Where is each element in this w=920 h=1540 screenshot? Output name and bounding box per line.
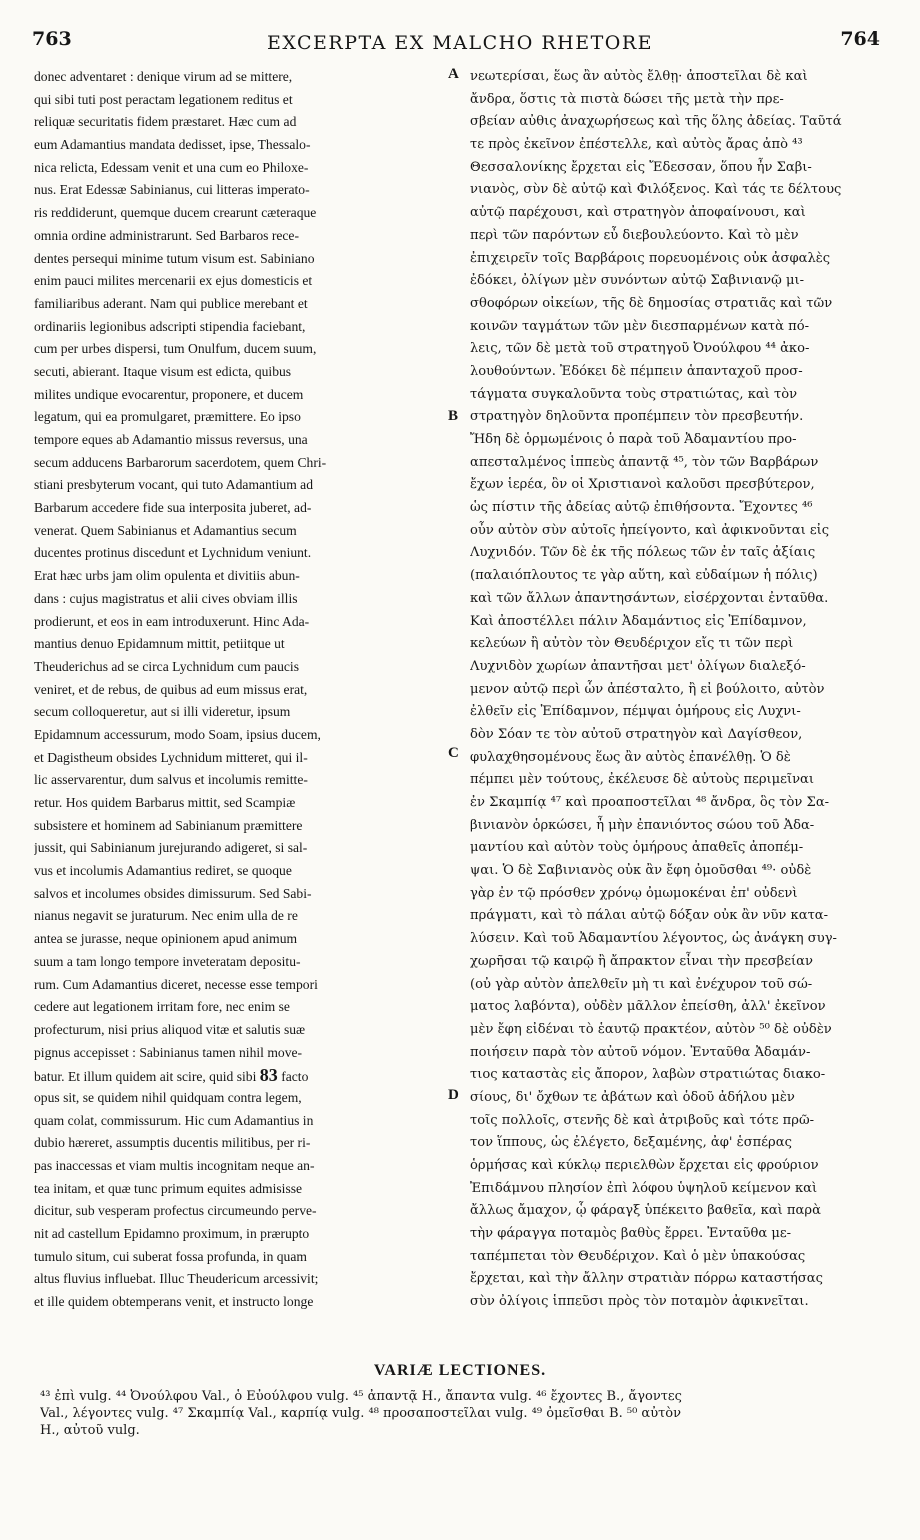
latin-text-line: rum. Cum Adamantius diceret, necesse esse tempori — [34, 976, 318, 992]
latin-text-line: batur. Et illum quidem ait scire, quid sibi 83 facto — [34, 1065, 309, 1086]
greek-text-line: μὲν ἔφη εἰδέναι τὸ ἑαυτῷ πρακτέον, αὐτὸν ⁵⁰ δὲ οὐδὲν — [470, 1021, 832, 1037]
latin-text-line: Theuderichus ad se circa Lychnidum cum paucis — [34, 658, 299, 674]
greek-text-line: ἔχων ἱερέα, ὃν οἱ Χριστιανοὶ καλοῦσι πρεσβύτερον, — [470, 477, 815, 493]
latin-text-line: lic asservarentur, dum salvus et incolumis remitte- — [34, 772, 308, 788]
greek-text-line: ἐν Σκαμπίᾳ ⁴⁷ καὶ προαποστεῖλαι ⁴⁸ ἄνδρα, ὃς τὸν Σα- — [470, 795, 830, 810]
latin-text-line: cedere aut legationem irritam fore, nec enim se — [34, 999, 290, 1015]
latin-text-line: quam colat, commissurum. Hic cum Adamantius in — [34, 1112, 314, 1128]
latin-text-line: pignus accepisset : Sabinianus tamen nihil move- — [34, 1044, 303, 1060]
latin-text-line: veniret, et de rebus, de quibus ad eum missus erat, — [34, 681, 308, 697]
latin-text-line: ordinariis legionibus adscripti stipendia faciebant, — [34, 318, 306, 334]
latin-text-line: profecturum, nisi prius aliquod vitæ et salutis suæ — [34, 1021, 306, 1037]
margin-marker-d: D — [448, 1087, 459, 1103]
greek-text-line: λύσειν. Καὶ τοῦ Ἀδαμαντίου λέγοντος, ὡς ἀνάγκη συγ- — [470, 931, 837, 947]
greek-text-line: λεις, τῶν δὲ μετὰ τοῦ στρατηγοῦ Ὀνούλφου ⁴⁴ ἀκο- — [470, 341, 810, 357]
greek-text-line: ψαι. Ὁ δὲ Σαβινιανὸς οὐκ ἂν ἔφη ὀμοῦσθαι ⁴⁹· οὐδὲ — [470, 863, 812, 879]
margin-marker-a: A — [448, 66, 459, 82]
latin-text-line: secum adducens Barbarorum sacerdotem, quem Chri- — [34, 454, 327, 470]
latin-text-line: cum per urbes dispersi, tum Onulfum, ducem suum, — [34, 341, 317, 357]
latin-text-line: dans : cujus magistratus et alii cives obviam illis — [34, 590, 298, 606]
greek-text-line: ταπέμπεται τὸν Θευδέριχον. Καὶ ὁ μὲν ὑπακούσας — [470, 1248, 806, 1264]
greek-text-line: ἔρχεται, καὶ τὴν ἄλλην στρατιὰν πόρρω καταστήσας — [470, 1271, 823, 1287]
variae-line: ⁴³ ἐπὶ vulg. ⁴⁴ Ὀνούλφου Val., ὁ Εὐούλφου vulg. ⁴⁵ ἀπαντᾷ H., ἄπαντα vulg. ⁴⁶ ἔχοντες B., ἄγοντες — [40, 1389, 682, 1404]
latin-text-line: ris reddiderunt, quemque ducem crearunt cæteraque — [34, 205, 317, 221]
latin-text-line: tumulo situm, cui suberat fossa profunda, in quam — [34, 1248, 307, 1264]
latin-text-line: nit ad castellum Epidamno proximum, in prærupto — [34, 1226, 310, 1242]
greek-text-line: (παλαιόπλουτος τε γὰρ αὕτη, καὶ εὐδαίμων ἡ πόλις) — [470, 568, 818, 584]
latin-text-line: nus. Erat Edessæ Sabinianus, cui litteras imperato- — [34, 182, 310, 198]
greek-text-line: τιος καταστὰς εἰς ἄπορον, λαβὼν στρατιώτας διακο- — [470, 1067, 826, 1083]
column-number-83: 83 — [259, 1065, 278, 1086]
latin-text-line: omnia ordine administrarunt. Sed Barbaros rece- — [34, 227, 299, 243]
greek-text-line: φυλαχθησομένους ἕως ἂν αὐτὸς ἐπανέλθῃ. Ὁ δὲ — [470, 749, 791, 765]
greek-text-line: μενον αὐτῷ περὶ ὧν ἀπέσταλτο, ἢ εἰ βούλοιτο, αὐτὸν — [470, 681, 825, 697]
greek-text-line: ἄλλως ἄμαχον, ᾧ φάραγξ ὑπέκειτο βαθεῖα, καὶ παρὰ — [470, 1203, 821, 1219]
greek-text-line: ἐπιχειρεῖν τοῖς Βαρβάροις πορευομένοις οὐκ ἀσφαλὲς — [470, 250, 831, 266]
latin-text-line: pas inaccessas et viam multis incognitam neque an- — [34, 1158, 315, 1173]
greek-text-line: Ἐπιδάμνου πλησίον ἐπὶ λόφου ὑψηλοῦ κείμενον καὶ — [470, 1180, 818, 1196]
greek-text-line: Καὶ ἀποστέλλει πάλιν Ἀδαμάντιος εἰς Ἐπίδαμνον, — [470, 613, 807, 629]
greek-text-line: ἐδόκει, ὀλίγων μὲν συνόντων αὐτῷ Σαβινιανῷ μι- — [470, 273, 805, 289]
latin-text-line: Epidamnum accessurum, modo Soam, ipsius ducem, — [34, 726, 321, 742]
greek-text-line: Ἤδη δὲ ὁρμωμένοις ὁ παρὰ τοῦ Ἀδαμαντίου προ- — [470, 432, 797, 447]
latin-text-line: nianus negavit se juraturum. Nec enim ulla de re — [34, 908, 298, 924]
greek-text-line: κοινῶν ταγμάτων τῶν μὲν διεσπαρμένων κατὰ πό- — [470, 318, 810, 334]
greek-text-line: σθοφόρων οἰκείων, τῆς δὲ δημοσίας στρατιᾶς καὶ τῶν — [470, 295, 833, 311]
latin-text-line: secuti, abierant. Itaque visum est edicta, quibus — [34, 363, 292, 379]
greek-text-line: ἄνδρα, ὅστις τὰ πιστὰ δώσει τῆς μετὰ τὴν πρε- — [470, 91, 784, 107]
greek-text-line: Λυχνιδὸν χωρίων ἀπαντῆσαι μετ' ὀλίγων διαλεξό- — [470, 658, 806, 674]
latin-text-line: dentes persequi minime tutum visum est. Sabiniano — [34, 250, 315, 266]
greek-text-line: Λυχνιδόν. Τῶν δὲ ἐκ τῆς πόλεως τῶν ἐν ταῖς ἀξίαις — [470, 545, 816, 561]
latin-text-line: nica relicta, Edessam venit et una cum eo Philoxe- — [34, 159, 309, 175]
latin-text-line: legatum, qui ea promulgaret, præmittere. Eo ipso — [34, 409, 301, 425]
margin-marker-c: C — [448, 745, 459, 761]
variae-lectiones-title: VARIÆ LECTIONES. — [373, 1362, 547, 1379]
greek-text-line: αὐτῷ παρέχουσι, καὶ στρατηγὸν ἀποφαίνουσι, καὶ — [470, 205, 806, 221]
latin-text-line: suum a tam longo tempore inveteratam depositu- — [34, 953, 301, 969]
latin-text-line: salvos et incolumes obsides dimissurum. Sed Sabi- — [34, 885, 312, 901]
greek-text-line: ὁρμήσας καὶ κύκλῳ περιελθὼν ἔρχεται εἰς φρούριον — [470, 1158, 819, 1173]
latin-text-line: subsistere et hominem ad Sabinianum præmittere — [34, 817, 303, 833]
greek-text-line: τοῖς πολλοῖς, στενῆς δὲ καὶ ἀτριβοῦς καὶ τότε πρῶ- — [470, 1112, 815, 1128]
greek-text-line: στρατηγὸν δηλοῦντα προπέμπειν τὸν πρεσβευτήν. — [470, 409, 804, 425]
greek-text-line: νεωτερίσαι, ἕως ἂν αὐτὸς ἔλθῃ· ἀποστεῖλαι δὲ καὶ — [470, 69, 808, 84]
greek-text-line: καὶ τῶν ἄλλων ἀπαντησάντων, εἰσέρχονται ἐνταῦθα. — [470, 590, 829, 606]
latin-text-line: familiaribus aderant. Nam qui publice merebant et — [34, 295, 308, 311]
greek-text-line: οὖν αὐτὸν σὺν αὐτοῖς ἠπείγοντο, καὶ ἀφικνοῦνται εἰς — [470, 522, 830, 538]
latin-text-line: eum Adamantius mandata dedisset, ipse, Thessalo- — [34, 137, 311, 153]
right-page-number: 764 — [840, 28, 880, 50]
greek-text-line: βινιανὸν ὁρκώσει, ἦ μὴν ἐπανιόντος σώου τοῦ Ἀδα- — [470, 817, 815, 833]
greek-text-line: ὡς πίστιν τῆς ἀδείας αὐτῷ ἐπιθήσοντα. Ἔχοντες ⁴⁶ — [470, 500, 813, 516]
greek-text-line: ποιήσειν παρὰ τὸν αὐτοῦ νόμον. Ἐνταῦθα Ἀδαμάν- — [470, 1044, 811, 1060]
greek-text-line: δὸν Σόαν τε τὸν αὐτοῦ στρατηγὸν καὶ Δαγίσθεον, — [470, 726, 803, 742]
variae-line: H., αὐτοῦ vulg. — [40, 1423, 140, 1438]
latin-text-line: prodierunt, et eos in eam introduxerunt. Hinc Ada- — [34, 613, 310, 629]
latin-text-line: milites undique evocarentur, proponere, et ducem — [34, 386, 304, 402]
greek-text-line: μαντίου καὶ αὐτὸν τοὺς ὁμήρους ἀπαθεῖς ἀποπέμ- — [470, 840, 804, 856]
latin-text-line: tempore eques ab Adamantio missus reversus, una — [34, 432, 308, 447]
latin-text-line: tea initam, et quæ tunc primum equites admisisse — [34, 1180, 303, 1196]
running-header — [0, 28, 920, 60]
latin-text-line: secum colloqueretur, aut si illi videretur, ipsum — [34, 704, 291, 720]
greek-text-line: τε πρὸς ἐκεῖνον ἐπέστελλε, καὶ αὐτὸς ἄρας ἀπὸ ⁴³ — [470, 137, 803, 153]
greek-text-line: χωρῆσαι τῷ καιρῷ ἢ ἄπρακτον εἶναι τὴν πρεσβείαν — [470, 953, 813, 969]
latin-text-line: et ille quidem obtemperans venit, et instructo longe — [34, 1294, 314, 1310]
latin-text-line: altus fluvius influebat. Illuc Theudericum arcessivit; — [34, 1271, 319, 1287]
latin-text-line: reliquæ securitatis fidem præstaret. Hæc cum ad — [34, 114, 297, 130]
greek-text-line: ματος λαβόντα), οὐδὲν μᾶλλον ἐπείσθη, ἀλλ' ἐκεῖνον — [470, 999, 826, 1015]
latin-text-line: vus et incolumis Adamantius rediret, se quoque — [34, 863, 292, 879]
greek-text-line: πέμπει μὲν τούτους, ἐκέλευσε δὲ αὐτοὺς περιμεῖναι — [470, 772, 815, 788]
greek-column — [470, 66, 882, 1314]
variae-lectiones — [40, 1388, 890, 1439]
margin-marker-b: B — [448, 408, 459, 424]
latin-text-line: venerat. Quem Sabinianus et Adamantius secum — [34, 522, 297, 538]
greek-text-line: τον ἵππους, ὡς ἐλέγετο, δεξαμένης, ἀφ' ἑσπέρας — [470, 1135, 792, 1151]
latin-text-line: Erat hæc urbs jam olim opulenta et divitiis abun- — [34, 568, 300, 584]
latin-line-end-word: facto — [277, 1069, 309, 1085]
variae-line: Val., λέγοντες vulg. ⁴⁷ Σκαμπίᾳ Val., καρπίᾳ vulg. ⁴⁸ προσαποστεῖλαι vulg. ⁴⁹ ὀμεῖσθαι B. ⁵⁰ αὐτὸν — [40, 1406, 682, 1421]
greek-text-line: σβείαν αὐθις ἀναχωρήσεως καὶ τῆς ὅλης ἀδείας. Ταῦτά — [470, 114, 842, 130]
latin-text-line: antea se jurasse, neque opinionem apud animum — [34, 931, 298, 947]
greek-text-line: λουθούντων. Ἐδόκει δὲ πέμπειν ἁπανταχοῦ προσ- — [470, 363, 803, 379]
greek-text-line: γὰρ ἐν τῷ πρόσθεν χρόνῳ ὀμωμοκέναι ἐπ' οὐδενὶ — [470, 885, 798, 901]
greek-text-line: (οὐ γὰρ αὐτὸν ἀπελθεῖν μὴ τι καὶ ἐνέχυρον τοῦ σώ- — [470, 976, 813, 992]
latin-column — [34, 66, 444, 1314]
latin-text-line: jussit, qui Sabinianum jurejurando adigeret, si sal- — [34, 840, 308, 856]
left-page-number: 763 — [32, 28, 72, 50]
greek-text-line: Θεσσαλονίκης ἔρχεται εἰς Ἔδεσσαν, ὅπου ἦν Σαβι- — [470, 159, 812, 175]
latin-text-line: et Dagistheum obsides Lychnidum mitteret, qui il- — [34, 749, 308, 765]
greek-text-line: πράγματι, καὶ τὸ πάλαι αὐτῷ δόξαν οὐκ ἂν νῦν κατα- — [470, 908, 829, 924]
latin-text-line: qui sibi tuti post peractam legationem reditus et — [34, 91, 293, 107]
greek-text-line: νιανὸς, σὺν δὲ αὐτῷ καὶ Φιλόξενος. Καὶ τάς τε δέλτους — [470, 182, 842, 198]
latin-text-line: opus sit, se quidem nihil quidquam contra legem, — [34, 1089, 302, 1105]
greek-text-line: τάγματα συγκαλοῦντα τοὺς στρατιώτας, καὶ τὸν — [470, 386, 798, 402]
greek-text-line: κελεύων ἢ αὐτὸν τὸν Θευδέριχον εἴς τι τῶν περὶ — [470, 636, 794, 652]
greek-text-line: σίους, δι' ὄχθων τε ἀβάτων καὶ ὁδοῦ ἀδήλου μὲν — [470, 1089, 795, 1105]
latin-text-line: Barbarum accedere fide sua interposita juberet, ad- — [34, 500, 312, 516]
latin-text-line: mantius denuo Epidamnum mittit, petiitque ut — [34, 636, 285, 652]
latin-text-line: dubio hæreret, assumptis ducentis militibus, per ri- — [34, 1135, 311, 1151]
latin-text-line: ducentes protinus discedunt et Lychnidum veniunt. — [34, 545, 312, 561]
greek-text-line: απεσταλμένος ἱππεὺς ἀπαντᾷ ⁴⁵, τὸν τῶν Βαρβάρων — [470, 454, 819, 470]
latin-text-line: enim pauci milites mercenarii ex ejus domesticis et — [34, 273, 313, 289]
greek-text-line: σὺν ὀλίγοις ἱππεῦσι πρὸς τὸν ποταμὸν ἀφικνεῖται. — [470, 1294, 809, 1310]
latin-text-line: retur. Hos quidem Barbarus mittit, sed Scampiæ — [34, 795, 296, 810]
greek-text-line: τὴν φάραγγα ποταμὸς βαθὺς ἔρρει. Ἐνταῦθα με- — [470, 1226, 792, 1242]
greek-text-line: περὶ τῶν παρόντων εὖ διεβουλεύοντο. Καὶ τὸ μὲν — [470, 227, 799, 243]
latin-text-line: dicitur, sub vesperam profectus circumeundo perve- — [34, 1203, 317, 1219]
greek-text-line: ἐλθεῖν εἰς Ἐπίδαμνον, πέμψαι ὁμήρους εἰς Λυχνι- — [470, 704, 801, 720]
latin-text-line: stiani presbyterum vocant, qui tuto Adamantium ad — [34, 477, 313, 493]
running-title: EXCERPTA EX MALCHO RHETORE — [266, 32, 654, 54]
latin-text-line: donec adventaret : denique virum ad se mittere, — [34, 69, 293, 84]
